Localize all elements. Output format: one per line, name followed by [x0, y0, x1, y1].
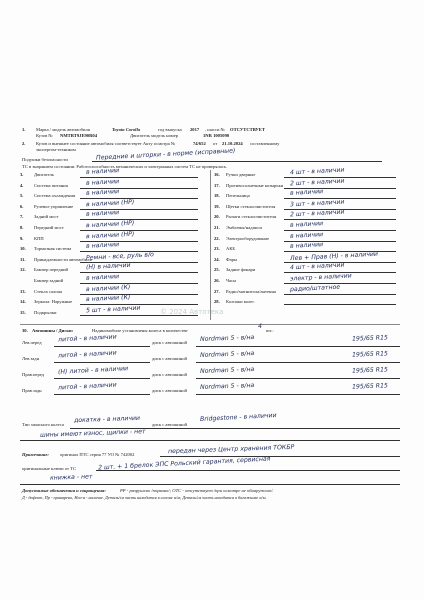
pts-handwritten: передан через Центр хранения ТОКБР	[167, 443, 295, 456]
legend-line-2: Д - дефект, Пр - приварено, Нал-я - наличие. Деталь/ся часть находится в салоне а/м; Деталь/ся часть находится в багажнике а/м.	[22, 495, 267, 500]
left_items-label: Тормозная система	[34, 246, 72, 252]
engine-label: Двигатель модель номер	[130, 133, 179, 138]
tire-row-tire: Nordman 5 - в/на	[199, 350, 255, 359]
right_items-label: Задние фонари	[226, 267, 256, 273]
vehicle-label: Марка / модель автомобиля	[36, 127, 90, 132]
left_items-value: в наличии	[85, 273, 120, 282]
left_items-number: 13.	[20, 288, 26, 294]
tire-row-underline-right	[196, 378, 400, 379]
tires-section-number: 30.	[22, 328, 28, 333]
left_items-value: Ремни - все, руль в/о	[85, 251, 155, 262]
tire-row-size: 195/65 R15	[351, 334, 389, 343]
spare-tire: Bridgestone - в наличии	[199, 411, 277, 424]
airbags-underline	[92, 161, 382, 162]
left_items-value: в наличии	[85, 177, 120, 187]
left_items-number: 10.	[20, 246, 26, 252]
legend-line-1: РР - разрушено /порвано/; ОТС - отсутствует /при осмотре не обнаружено/.	[120, 488, 274, 493]
right_items-number: 26.	[214, 278, 220, 283]
left_items-number: 11.	[20, 256, 26, 262]
tire-row-underline-left	[54, 346, 150, 347]
right_items-number: 18.	[214, 193, 220, 199]
body-number: NMTBT9JE90R04	[60, 133, 98, 138]
act-date: 21.10.2024	[222, 141, 243, 146]
left_items-number: 9.	[20, 235, 24, 241]
right_items-label: Часы	[226, 278, 237, 283]
right_items-label: Щетки стеклоочистителя	[226, 203, 276, 209]
keys-handwritten: 2 шт. + 1 брелок ЭПС Рольский гарантия, сервисная	[97, 455, 271, 472]
expert-label: экспертом-техником	[36, 147, 76, 152]
left_items-number: 4.	[20, 182, 24, 188]
keys-handwritten-2: книжка - нет	[49, 473, 93, 482]
left_items-label: Рулевое управление	[34, 203, 74, 209]
tire-row-mid: диск с автошиной	[152, 356, 187, 361]
section-2-number: 2.	[22, 141, 26, 146]
tire-row-mid: диск с автошиной	[152, 340, 187, 345]
left_items-value: (Н) в наличии	[85, 262, 131, 272]
right_items-number: 27.	[214, 288, 220, 294]
right_items-label: Рычаги стеклоочистителя	[226, 214, 277, 220]
body-condition-text: Кузов и внешнее состояние автомобиля соответствует Акту осмотра №	[36, 141, 176, 146]
right_items-number: 21.	[214, 225, 220, 230]
left_items-underline	[80, 177, 198, 178]
left_items-value: в наличии (НР)	[85, 230, 135, 240]
right_items-value: 2 шт - в наличии	[289, 208, 345, 219]
tire-row-mid: диск с автошиной	[152, 372, 187, 377]
left_items-underline	[80, 294, 198, 295]
act-from: от	[213, 141, 218, 146]
tire-row-underline-right	[196, 394, 400, 395]
section-1-number: 1.	[22, 127, 26, 132]
left_items-number: 6.	[20, 203, 24, 209]
right_items-number: 20.	[214, 214, 220, 220]
tires-count-unit: шт.:	[266, 328, 274, 333]
tire-row-label: Лев.перед	[22, 340, 42, 345]
left_items-number: 7.	[20, 214, 24, 220]
left_items-label: Передний мост	[34, 225, 64, 230]
left_items-value: в наличии (К)	[85, 283, 131, 293]
left_items-label: Стекла салона	[34, 288, 63, 294]
spare-disc-label: диск с автошиной	[152, 422, 187, 427]
left_items-number: 15.	[20, 309, 26, 315]
vehicle-value: Toyota Corolla	[112, 127, 141, 132]
right_items-value: Лев + Прав (Н) - в наличии	[289, 250, 379, 263]
tire-row-underline-left	[54, 394, 150, 395]
tire-row-underline-right	[196, 362, 400, 363]
right_items-value: в наличии	[289, 230, 324, 240]
notes-label: Примечание:	[22, 452, 49, 457]
condition-note: ТС в знаранием состоянии. Работоспособность механических и электронных систем ТС не проверялась.	[22, 164, 228, 169]
left_items-underline	[80, 283, 198, 284]
right_items-underline	[284, 219, 396, 220]
left_items-value: в наличии (НР)	[85, 198, 135, 209]
wear-underline	[20, 440, 400, 441]
spare-label: Тип запасного колеса	[22, 422, 64, 427]
left_items-label: КПП	[34, 235, 44, 241]
left_items-underline	[80, 219, 198, 220]
tire-row-underline-left	[54, 362, 150, 363]
left_items-label: Двигатель	[34, 172, 54, 177]
tire-row-mid: диск с автошиной	[152, 388, 187, 393]
tire-row-label: Лев.задн	[22, 356, 40, 361]
tire-row-disc: литой - в наличии	[57, 333, 117, 344]
tires-top-rule	[20, 324, 400, 325]
right_items-value: 3 шт - в наличии	[289, 198, 345, 209]
left_items-underline	[80, 230, 198, 231]
right_items-number: 28.	[214, 299, 220, 305]
right_items-label: Противосолнечные козырьки	[226, 182, 284, 188]
act-number: 74/652	[193, 141, 206, 146]
right_items-value: 4 шт - в наличии	[289, 166, 345, 177]
body-label: Кузов №	[36, 133, 53, 138]
tires-section-text: Надиномобиле установлены колеса в количестве	[92, 328, 188, 333]
left_items-number: 3.	[20, 172, 24, 177]
left_items-value: в наличии	[85, 241, 120, 251]
left_items-label: Зеркала: Наружные	[34, 299, 73, 305]
pts-underline	[160, 456, 400, 457]
tire-row-tire: Nordman 5 - в/на	[199, 334, 255, 343]
keys-underline	[96, 470, 400, 471]
year-value: 2017	[190, 127, 200, 132]
right_items-value: в наличии	[289, 220, 324, 229]
right_items-label: Электрооборудование	[226, 235, 270, 241]
left_items-value: в наличии (НР)	[85, 219, 135, 230]
right_items-value: в наличии	[289, 188, 324, 198]
left_items-label: Задний мост	[34, 214, 59, 220]
right_items-value: электр - в наличии	[289, 272, 352, 283]
right_items-label: АКБ	[226, 246, 236, 252]
right_items-number: 23.	[214, 246, 220, 252]
right_items-label: Эмблемы/надписи	[226, 225, 263, 230]
right_items-value: 4 шт - в наличии	[289, 261, 345, 272]
right_items-underline	[284, 230, 396, 231]
tire-row-size: 195/65 R15	[351, 350, 389, 359]
left_items-value: 5 шт - в наличии	[85, 304, 141, 315]
right_items-underline	[284, 294, 396, 295]
left_items-label: Подкрылки	[34, 309, 57, 315]
chassis-label: , шасси №	[205, 127, 225, 132]
left_items-underline	[80, 198, 198, 199]
tire-row-disc: (Н) литой - в наличии	[57, 365, 129, 376]
tire-row-underline-left	[54, 378, 150, 379]
right_items-number: 25.	[214, 267, 220, 273]
tire-row-size: 195/65 R15	[351, 382, 389, 391]
tire-row-label: Прав.перед	[22, 372, 45, 377]
tire-row-size: 195/65 R15	[351, 366, 389, 375]
notes-underline-3	[20, 484, 400, 485]
right_items-number: 17.	[214, 182, 220, 188]
pts-text: оригинал ПТС серия 77 УО № 742002	[60, 452, 135, 457]
tire-row-tire: Nordman 5 - в/на	[199, 382, 255, 391]
left_items-value: в наличии	[85, 188, 120, 198]
left_items-number: 8.	[20, 225, 24, 230]
engine-number: 1NR 1005090	[203, 133, 230, 138]
watermark: © 2024 Автотека	[160, 308, 224, 316]
act-tail: составленному	[250, 141, 280, 146]
left_items-label: Принадлежности автомобиля	[34, 256, 92, 262]
left_items-label: Бампер задний	[34, 278, 64, 283]
right_items-number: 22.	[214, 235, 220, 241]
left_items-value: в наличии	[85, 167, 120, 176]
tires-count: 4	[258, 323, 262, 330]
right_items-label: Пепельница	[226, 193, 250, 199]
left_items-label: Бампер передний	[34, 267, 69, 273]
right_items-label: Колпаки колес	[226, 299, 255, 305]
left_items-value: в наличии	[85, 209, 120, 219]
left_items-number: 5.	[20, 193, 24, 199]
right_items-label: Радио/магнитола/антенна	[226, 288, 276, 294]
left_items-number: 12.	[20, 267, 26, 273]
left_items-label: Система охлаждения	[34, 193, 76, 199]
chassis-value: ОТСУТСТВУЕТ	[230, 127, 265, 132]
year-label: год выпуска	[158, 127, 182, 132]
right_items-value: в наличии	[289, 241, 324, 251]
right_items-number: 24.	[214, 256, 220, 262]
keys-label: оригинальные ключи от ТС	[22, 466, 77, 471]
right_items-label: Фары	[226, 256, 238, 262]
tire-row-underline-right	[196, 346, 400, 347]
tires-section-title: Автошины / Диски:	[32, 328, 74, 333]
spare-value: докатка - в наличии	[73, 414, 141, 425]
right_items-label: Ручки дверные	[226, 172, 256, 177]
right_items-number: 16.	[214, 172, 220, 177]
right_items-underline	[284, 304, 396, 305]
left_items-number: 14.	[20, 299, 26, 305]
legend-title: Допустимые обозначения и сокращения:	[22, 488, 106, 493]
tire-row-label: Прав.задн	[22, 388, 42, 393]
left_items-value: в наличии (К)	[85, 294, 131, 304]
right_items-number: 19.	[214, 203, 220, 209]
right_items-value: 2 шт - в наличии	[289, 177, 345, 188]
airbags-label: Подушки безопасности	[22, 157, 68, 162]
tire-row-disc: литой - в наличии	[57, 381, 117, 392]
tires-wear-note: шины имеют износ, щипки - нет	[39, 428, 146, 439]
tire-row-tire: Nordman 5 - в/на	[199, 366, 255, 375]
tire-row-disc: литой - в наличии	[57, 349, 117, 360]
airbags-value: Передние и шторки - в норме (исправные)	[95, 147, 236, 162]
column-divider	[210, 170, 211, 320]
right_items-value: радио/штатное	[289, 283, 341, 293]
left_items-label: Система питания	[34, 182, 68, 188]
